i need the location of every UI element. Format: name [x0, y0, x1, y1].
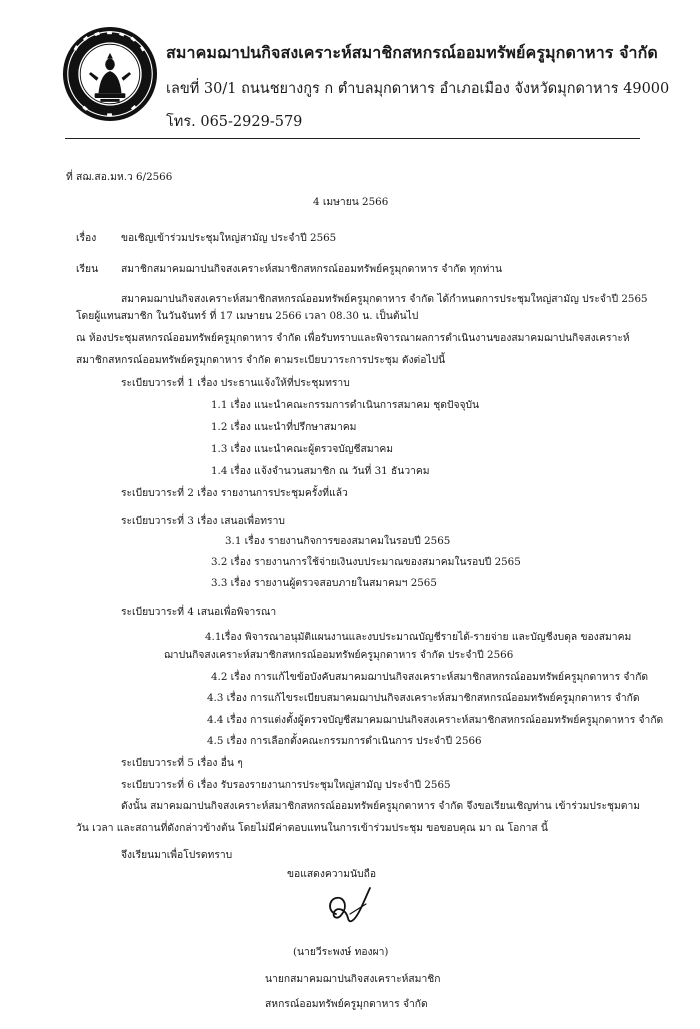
- signer-title: นายกสมาคมฌาปนกิจสงเคราะห์สมาชิก: [265, 973, 441, 985]
- agenda-subitem-continuation: ฌาปนกิจสงเคราะห์สมาชิกสหกรณ์ออมทรัพย์ครูมุกดาหาร จำกัด ประจำปี 2566: [164, 649, 514, 661]
- agenda-subitem: 4.3 เรื่อง การแก้ไขระเบียบสมาคมฌาปนกิจสงเคราะห์สมาชิกสหกรณ์ออมทรัพย์ครูมุกดาหาร จำกัด: [207, 692, 640, 704]
- agenda-item-2: ระเบียบวาระที่ 2 เรื่อง รายงานการประชุมครั้งที่แล้ว: [121, 487, 348, 499]
- agenda-subitem: 4.1เรื่อง พิจารณาอนุมัติแผนงานและงบประมาณบัญชีรายได้-รายจ่าย และบัญชีงบดุล ของสมาคม: [205, 631, 632, 643]
- association-seal-logo: [62, 26, 158, 122]
- intro-line: โดยผู้แทนสมาชิก ในวันจันทร์ ที่ 17 เมษายน 2566 เวลา 08.30 น. เป็นต้นไป: [76, 310, 419, 322]
- recipient-label: เรียน: [76, 263, 99, 275]
- agenda-subitem: 1.2 เรื่อง แนะนำที่ปรึกษาสมาคม: [211, 421, 357, 433]
- letterhead-divider: [65, 138, 640, 139]
- letter-date: 4 เมษายน 2566: [313, 196, 389, 208]
- handwritten-signature: [322, 884, 374, 930]
- agenda-subitem: 1.4 เรื่อง แจ้งจำนวนสมาชิก ณ วันที่ 31 ธันวาคม: [211, 465, 430, 477]
- intro-line: สมาคมฌาปนกิจสงเคราะห์สมาชิกสหกรณ์ออมทรัพย์ครูมุกดาหาร จำกัด ได้กำหนดการประชุมใหญ่สามัญ ประจำปี 2565: [121, 293, 648, 305]
- agenda-subitem: 1.3 เรื่อง แนะนำคณะผู้ตรวจบัญชีสมาคม: [211, 443, 394, 455]
- closing-line: จึงเรียนมาเพื่อโปรดทราบ: [121, 849, 233, 861]
- agenda-subitem: 4.5 เรื่อง การเลือกตั้งคณะกรรมการดำเนินการ ประจำปี 2566: [207, 735, 482, 747]
- agenda-item-6: ระเบียบวาระที่ 6 เรื่อง รับรองรายงานการประชุมใหญ่สามัญ ประจำปี 2565: [121, 779, 451, 791]
- intro-line: ณ ห้องประชุมสหกรณ์ออมทรัพย์ครูมุกดาหาร จำกัด เพื่อรับทราบและพิจารณาผลการดำเนินงานของสมาคมฌาปนกิจสงเคราะห์: [76, 332, 630, 344]
- agenda-subitem: 3.1 เรื่อง รายงานกิจการของสมาคมในรอบปี 2565: [225, 535, 451, 547]
- recipient-text: สมาชิกสมาคมฌาปนกิจสงเคราะห์สมาชิกสหกรณ์ออมทรัพย์ครูมุกดาหาร จำกัด ทุกท่าน: [121, 263, 503, 275]
- signer-name: (นายวีระพงษ์ ทองผา): [293, 946, 389, 958]
- agenda-subitem: 3.3 เรื่อง รายงานผู้ตรวจสอบภายในสมาคมฯ 2565: [211, 577, 437, 589]
- reference-number: ที่ สฌ.สอ.มห.ว 6/2566: [66, 171, 173, 183]
- agenda-subitem: 4.4 เรื่อง การแต่งตั้งผู้ตรวจบัญชีสมาคมฌาปนกิจสงเคราะห์สมาชิกสหกรณ์ออมทรัพย์ครูมุกดาหาร จำกัด: [207, 714, 664, 726]
- subject-label: เรื่อง: [76, 232, 97, 244]
- closing-line: ดังนั้น สมาคมฌาปนกิจสงเคราะห์สมาชิกสหกรณ์ออมทรัพย์ครูมุกดาหาร จำกัด จึงขอเรียนเชิญท่าน เข้าร่วมประชุมตาม: [121, 800, 641, 812]
- letterhead-org-name: สมาคมฌาปนกิจสงเคราะห์สมาชิกสหกรณ์ออมทรัพย์ครูมุกดาหาร จำกัด: [166, 43, 658, 62]
- signer-title: สหกรณ์ออมทรัพย์ครูมุกดาหาร จำกัด: [265, 998, 428, 1010]
- agenda-item-1: ระเบียบวาระที่ 1 เรื่อง ประธานแจ้งให้ที่ประชุมทราบ: [121, 377, 350, 389]
- agenda-item-5: ระเบียบวาระที่ 5 เรื่อง อื่น ๆ: [121, 757, 243, 769]
- agenda-subitem: 1.1 เรื่อง แนะนำคณะกรรมการดำเนินการสมาคม ชุดปัจจุบัน: [211, 399, 480, 411]
- regards-text: ขอแสดงความนับถือ: [287, 868, 377, 880]
- intro-line: สมาชิกสหกรณ์ออมทรัพย์ครูมุกดาหาร จำกัด ตามระเบียบวาระการประชุม ดังต่อไปนี้: [76, 354, 446, 366]
- agenda-item-3: ระเบียบวาระที่ 3 เรื่อง เสนอเพื่อทราบ: [121, 515, 285, 527]
- letterhead-address: เลขที่ 30/1 ถนนชยางกูร ก ตำบลมุกดาหาร อำเภอเมือง จังหวัดมุกดาหาร 49000: [166, 81, 670, 97]
- letterhead-phone: โทร. 065-2929-579: [166, 114, 303, 130]
- agenda-subitem: 3.2 เรื่อง รายงานการใช้จ่ายเงินงบประมาณของสมาคมในรอบปี 2565: [211, 556, 521, 568]
- agenda-subitem: 4.2 เรื่อง การแก้ไขข้อบังคับสมาคมฌาปนกิจสงเคราะห์สมาชิกสหกรณ์ออมทรัพย์ครูมุกดาหาร จำกัด: [211, 671, 649, 683]
- agenda-item-4: ระเบียบวาระที่ 4 เสนอเพื่อพิจารณา: [121, 606, 277, 618]
- subject-text: ขอเชิญเข้าร่วมประชุมใหญ่สามัญ ประจำปี 2565: [121, 232, 337, 244]
- closing-line: วัน เวลา และสถานที่ดังกล่าวข้างต้น โดยไม่มีค่าตอบแทนในการเข้าร่วมประชุม ขอขอบคุณ มา ณ โอกาส นี้: [76, 822, 548, 834]
